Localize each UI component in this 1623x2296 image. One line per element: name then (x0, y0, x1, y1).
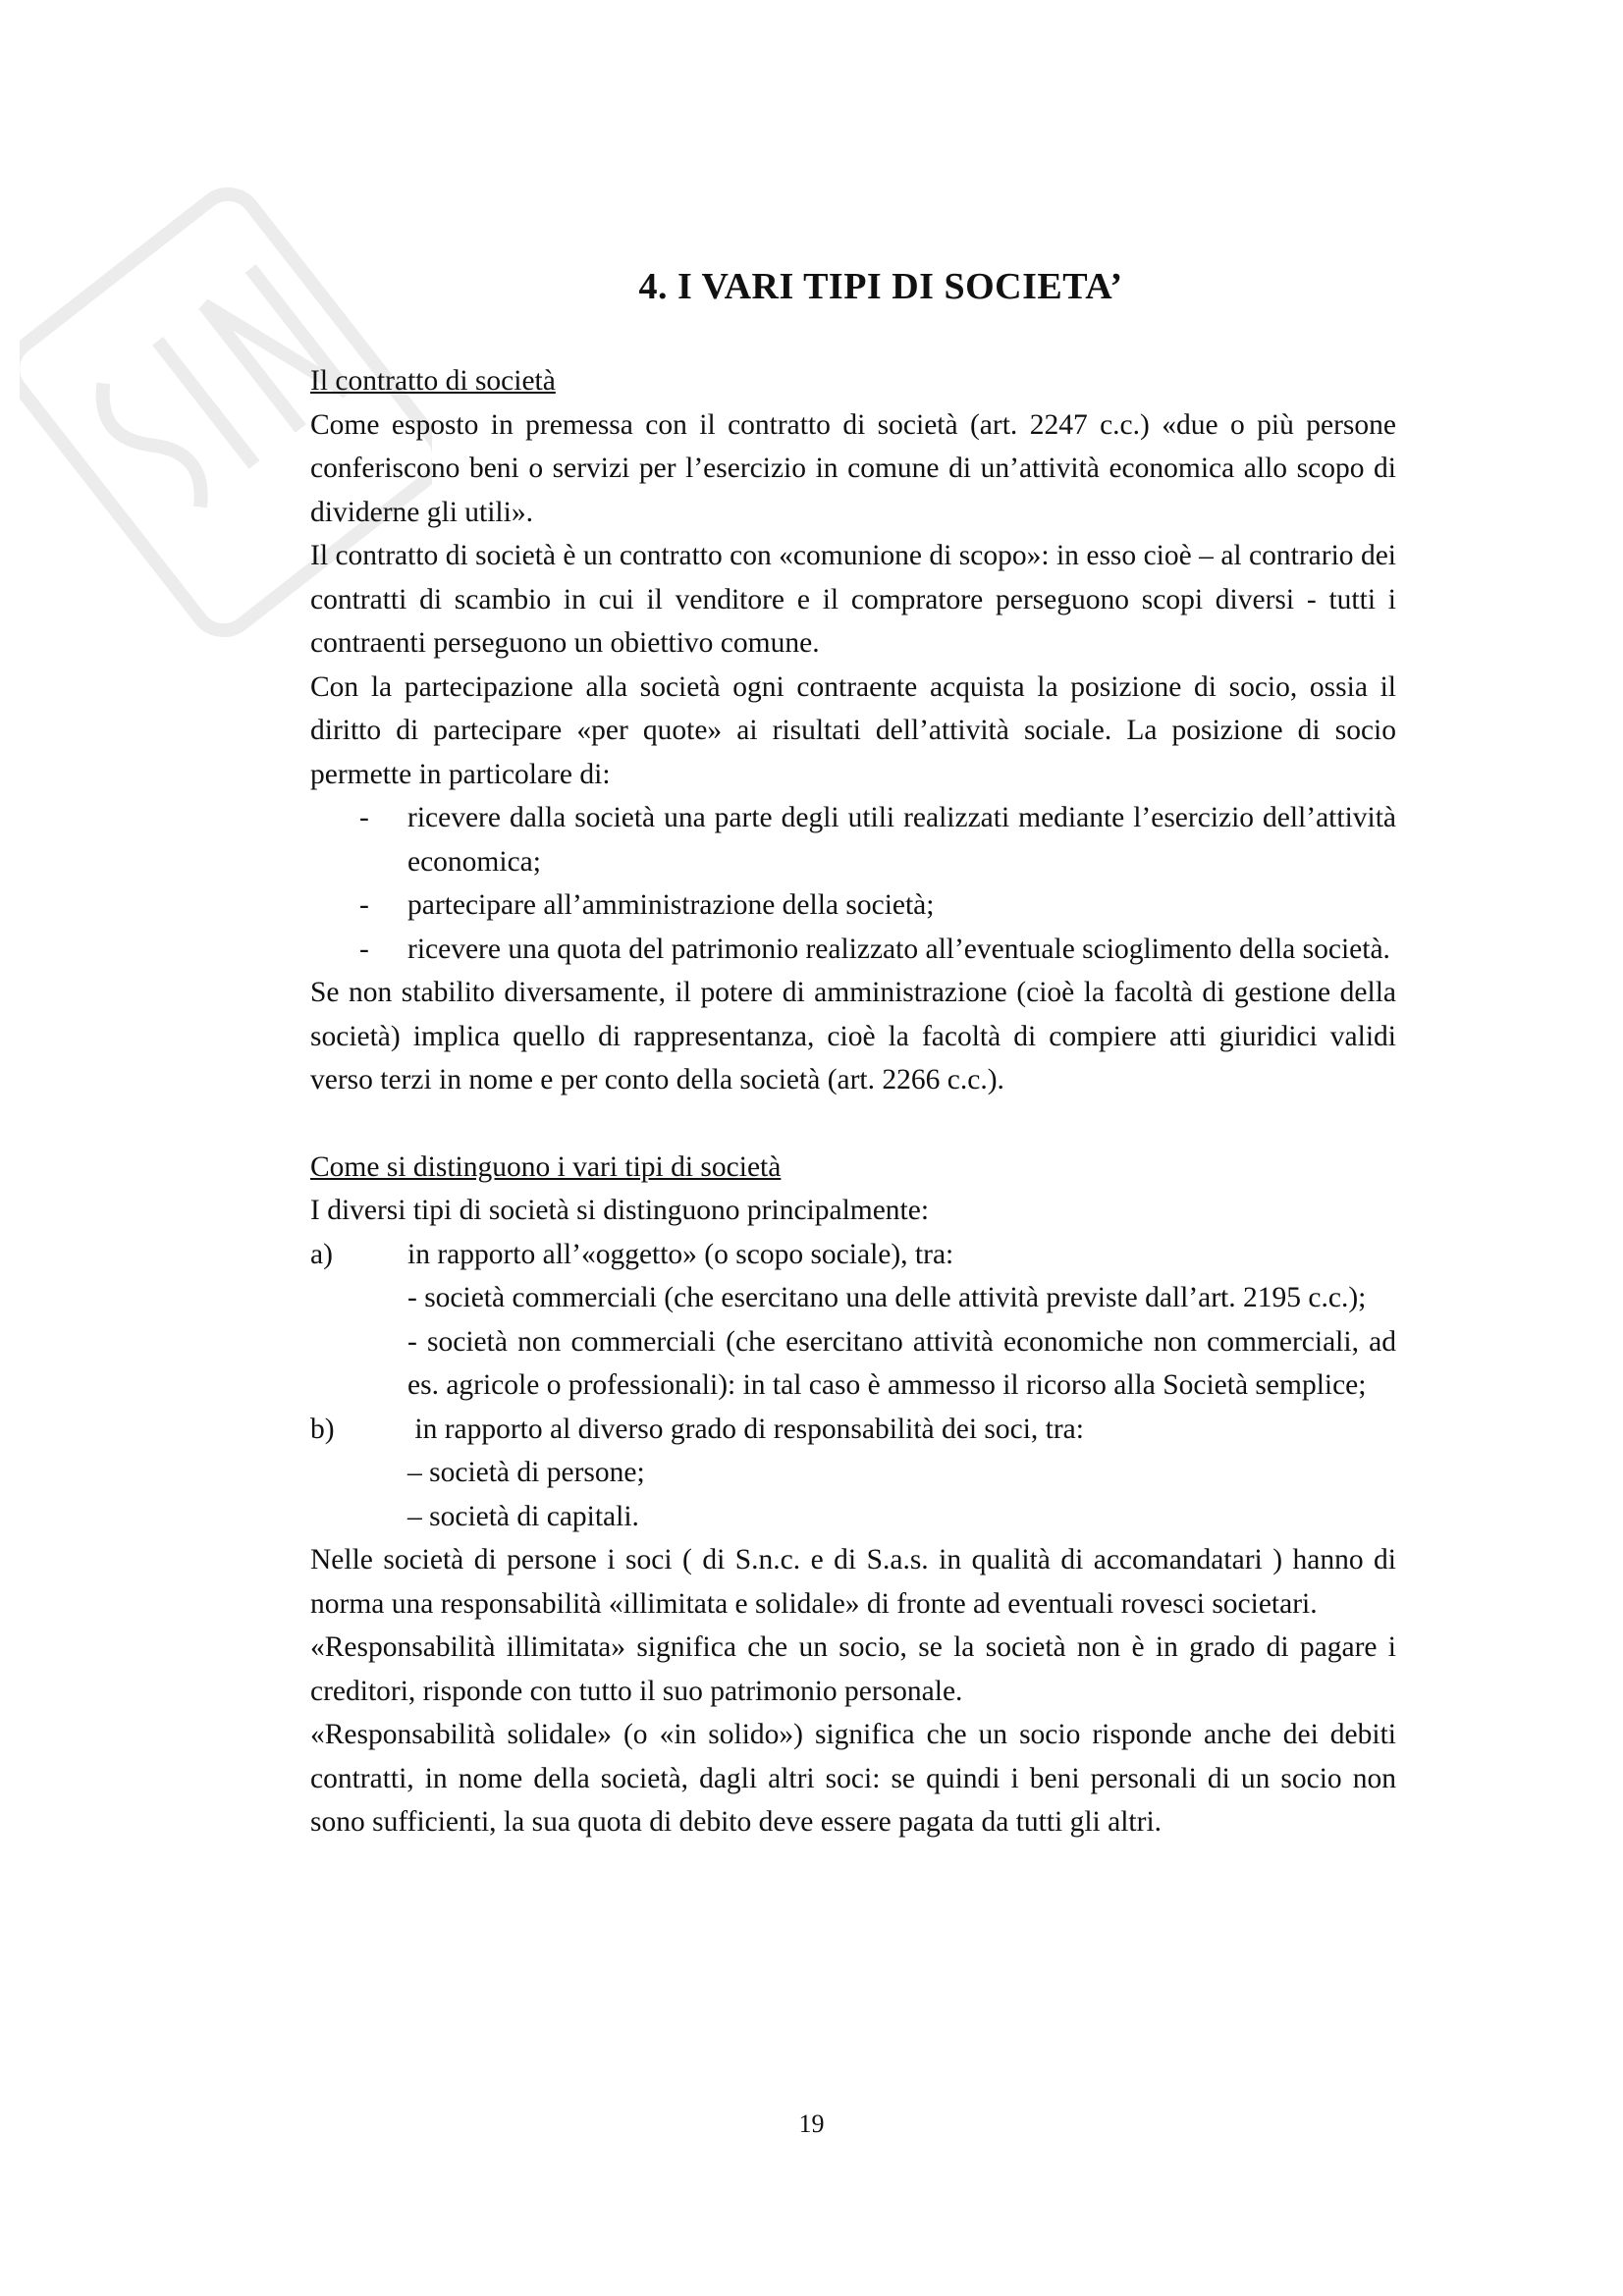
page-number: 19 (798, 2109, 825, 2138)
paragraph: «Responsabilità illimitata» significa che un socio, se la società non è in grado di pagare i creditori, risponde con tutto il suo patrimonio personale. (310, 1631, 1396, 1707)
page-content (310, 265, 1396, 1844)
list-item-text: partecipare all’amministrazione della società; (407, 889, 935, 921)
paragraph: I diversi tipi di società si distinguono principalmente: (310, 1195, 930, 1226)
bullet-marker: - (359, 933, 369, 965)
sub-item: - società non commerciali (che esercitano attività economiche non commerciali, ad es. agricole o professionali): in tal caso è ammesso il ricorso alla Società semplice; (407, 1325, 1396, 1401)
item-text: in rapporto all’«oggetto» (o scopo sociale), tra: (407, 1238, 954, 1270)
bullet-marker: - (359, 889, 369, 921)
paragraph: Il contratto di società è un contratto con «comunione di scopo»: in esso cioè – al contrario dei contratti di scambio in cui il venditore e il compratore perseguono scopi diversi - tutti i contraenti perseguono un obiettivo comune. (310, 540, 1396, 659)
list-item (310, 928, 1396, 972)
paragraph: Con la partecipazione alla società ogni contraente acquista la posizione di socio, ossia il diritto di partecipare «per quote» ai risultati dell’attività sociale. La posizione di socio permette in particolare di: (310, 670, 1396, 790)
item-text: in rapporto al diverso grado di responsabilità dei soci, tra: (407, 1413, 1084, 1445)
paragraph: Nelle società di persone i soci ( di S.n.c. e di S.a.s. in qualità di accomandatari ) hanno di norma una responsabilità «illimitata e solidale» di fronte ad eventuali rovesci societari. (310, 1544, 1396, 1620)
body-text (310, 359, 1396, 1844)
sub-item: – società di persone; (407, 1457, 645, 1488)
list-item-text: ricevere dalla società una parte degli utili realizzati mediante l’esercizio dell’attività economica; (407, 802, 1396, 878)
section-title-tipi: Come si distinguono i vari tipi di società (310, 1150, 782, 1183)
bullet-marker: - (359, 802, 369, 833)
enumerated-item-a (310, 1233, 1396, 1277)
item-label: a) (310, 1238, 333, 1270)
sub-item: - società commerciali (che esercitano una delle attività previste dall’art. 2195 c.c.); (407, 1282, 1367, 1313)
item-label: b) (310, 1413, 335, 1445)
list-item (310, 796, 1396, 883)
list-item-text: ricevere una quota del patrimonio realizzato all’eventuale scioglimento della società. (407, 933, 1390, 965)
sub-item: – società di capitali. (407, 1500, 639, 1532)
paragraph: Come esposto in premessa con il contratto di società (art. 2247 c.c.) «due o più persone conferiscono beni o servizi per l’esercizio in comune di un’attività economica allo scopo di dividerne gli utili». (310, 408, 1396, 528)
paragraph: Se non stabilito diversamente, il potere di amministrazione (cioè la facoltà di gestione della società) implica quello di rappresentanza, cioè la facoltà di compiere atti giuridici validi verso terzi in nome e per conto della società (art. 2266 c.c.). (310, 977, 1396, 1095)
list-item (310, 883, 1396, 928)
enumerated-item-b (310, 1408, 1396, 1452)
section-title-contratto: Il contratto di società (310, 365, 556, 397)
chapter-heading: 4. I VARI TIPI DI SOCIETA’ (638, 266, 1123, 307)
paragraph: «Responsabilità solidale» (o «in solido») significa che un socio risponde anche dei debiti contratti, in nome della società, dagli altri soci: se quindi i beni personali di un socio non sono sufficienti, la sua quota di debito deve essere pagata da tutti gli altri. (310, 1719, 1396, 1838)
